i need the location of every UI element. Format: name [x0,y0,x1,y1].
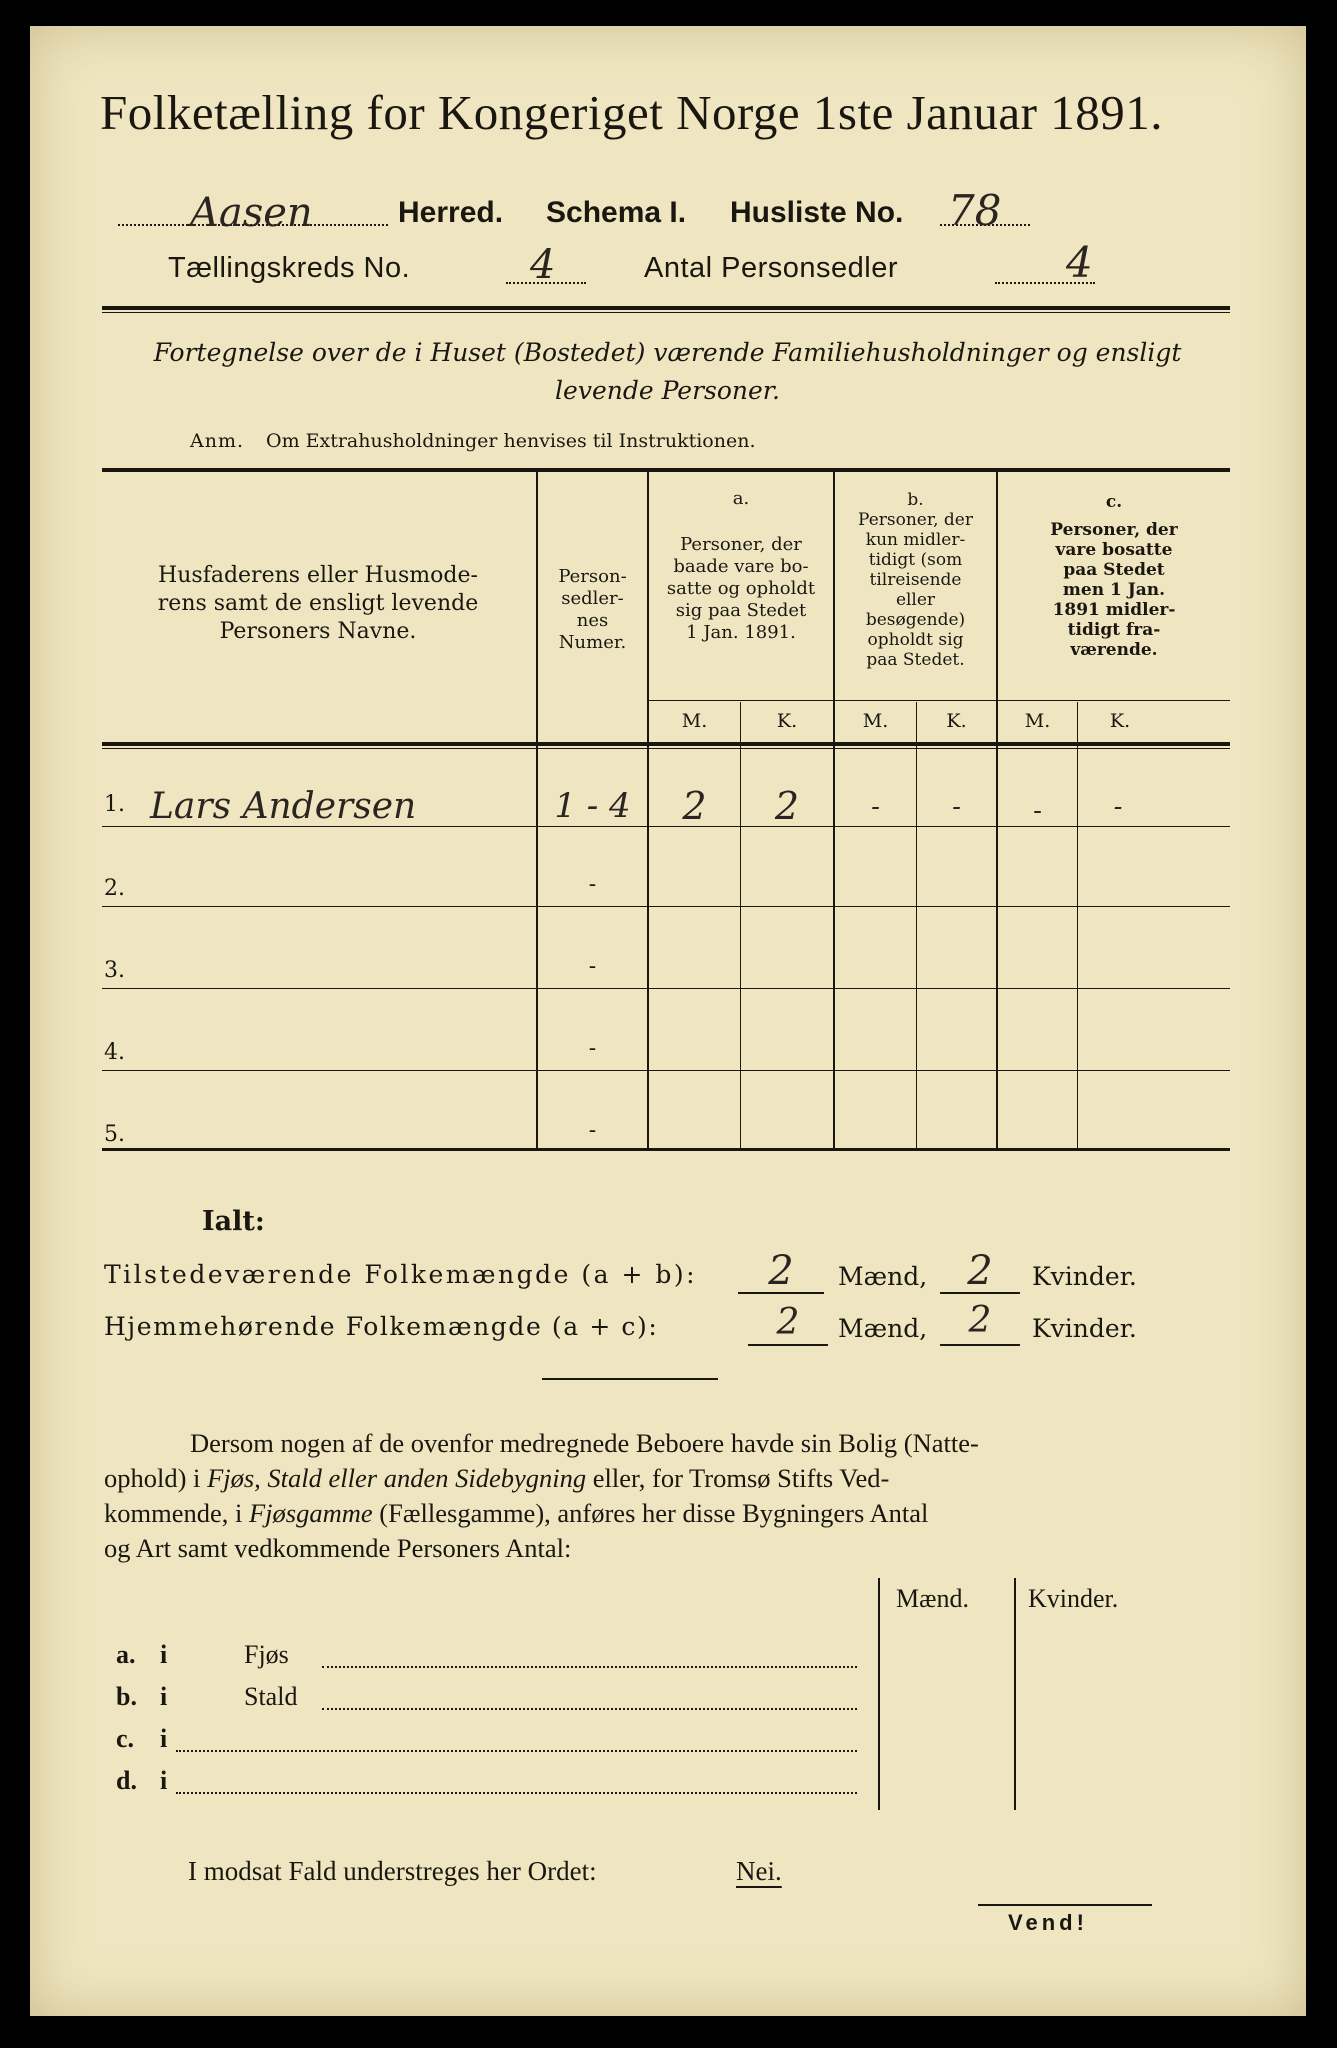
col-header-name: Husfaderens eller Husmode- rens samt de ensligt levende Personers Navne. [157,563,479,644]
hjemme-kvinder: Kvinder. [1032,1314,1137,1343]
hjemme-men: 2 [776,1302,800,1343]
a-women: 2 [774,784,800,828]
row-number: 5. [104,1122,125,1147]
tilstede-label: Tilstedeværende Folkemængde (a + b): [104,1260,698,1289]
row-number: 3. [104,958,125,983]
c-men: - [1033,796,1042,826]
nei-word: Nei. [736,1856,782,1886]
census-form-sheet [30,26,1306,2016]
schema-label: Schema I. [546,196,687,229]
intro-line-2: levende Personer. [555,376,780,405]
anm-label: Anm. [190,430,245,452]
a-men: 2 [682,784,707,828]
modsat-text: I modsat Fald understreges her Ordet: [188,1856,597,1886]
col-a-m: M. [681,710,708,732]
bolig-item-label: Fjøs [244,1640,289,1669]
personsedler-number: - [588,954,597,979]
bolig-item-i: i [160,1724,168,1753]
bolig-item-i: i [160,1640,168,1669]
personsedler-number: - [588,1036,597,1061]
bolig-item-i: i [160,1682,168,1711]
antal-value: 4 [1066,238,1093,287]
bolig-item-letter: c. [116,1724,135,1753]
tilstede-women: 2 [967,1248,993,1294]
tilstede-kvinder: Kvinder. [1032,1262,1137,1291]
bolig-paragraph: Dersom nogen af de ovenfor medregnede Beboere havde sin Bolig (Natte- ophold) i Fjøs, Stald eller anden Sidebygning eller, for Tromsø Stifts Ved- kommende, i Fjøsgamme (Fællesgamme), anføres her disse Bygningers Antal og Art samt vedkommende Personers Antal: [104,1428,979,1563]
hjemme-women: 2 [968,1300,992,1341]
col-c-k: K. [1109,710,1131,732]
col-a-k: K. [776,710,798,732]
kreds-label: Tællingskreds No. [168,252,411,284]
col-header-nr: Person- sedler- nes Numer. [558,566,627,653]
b-women: - [952,792,961,822]
anm-text: Om Extrahusholdninger henvises til Instruktionen. [266,430,756,452]
herred-label: Herred. [398,196,504,229]
hjemme-label: Hjemmehørende Folkemængde (a + c): [104,1312,659,1341]
section-divider [542,1378,718,1380]
intro-line-1: Fortegnelse over de i Huset (Bostedet) værende Familiehusholdninger og ensligt [153,338,1182,367]
header-rule [102,306,1230,310]
bolig-item-letter: d. [116,1766,137,1795]
hjemme-maend: Mænd, [838,1314,928,1343]
form-title: Folketælling for Kongeriget Norge 1ste Januar 1891. [100,85,1163,140]
bolig-item-letter: b. [116,1682,137,1711]
personsedler-number: - [588,872,597,897]
col-c-m: M. [1024,710,1051,732]
row-number: 1. [104,792,125,817]
husliste-value: 78 [948,186,1002,235]
bolig-item-i: i [160,1766,168,1795]
person-name: Lars Andersen [150,786,417,827]
bolig-item-letter: a. [116,1640,136,1669]
herred-value: Aasen [190,190,313,236]
bolig-col-maend: Mænd. [896,1584,969,1613]
personsedler-number: - [588,1118,597,1143]
husliste-label: Husliste No. [730,196,904,229]
bolig-item-label: Stald [244,1682,298,1711]
row-number: 4. [104,1040,125,1065]
col-header-a: a. Personer, der baade vare bo- satte og opholdt sig paa Stedet 1 Jan. 1891. [666,488,816,643]
b-men: - [871,792,880,822]
personsedler-number: 1 - 4 [554,786,631,826]
row-number: 2. [104,876,125,901]
vend-label: Vend! [1008,1910,1088,1935]
kreds-value: 4 [530,242,556,288]
c-women: - [1113,792,1123,822]
tilstede-maend: Mænd, [838,1262,928,1291]
antal-label: Antal Personsedler [644,252,899,284]
col-header-b: b. Personer, der kun midler- tidigt (som tilreisende eller besøgende) opholdt sig paa Stedet. [858,490,973,670]
tilstede-men: 2 [768,1248,794,1294]
col-header-c: c. Personer, der vare bosatte paa Stedet men 1 Jan. 1891 midler- tidigt fra- værende. [1050,492,1178,660]
ialt-label: Ialt: [202,1206,265,1237]
bolig-col-kvinder: Kvinder. [1028,1584,1119,1613]
col-b-k: K. [946,710,967,732]
col-b-m: M. [862,710,889,732]
